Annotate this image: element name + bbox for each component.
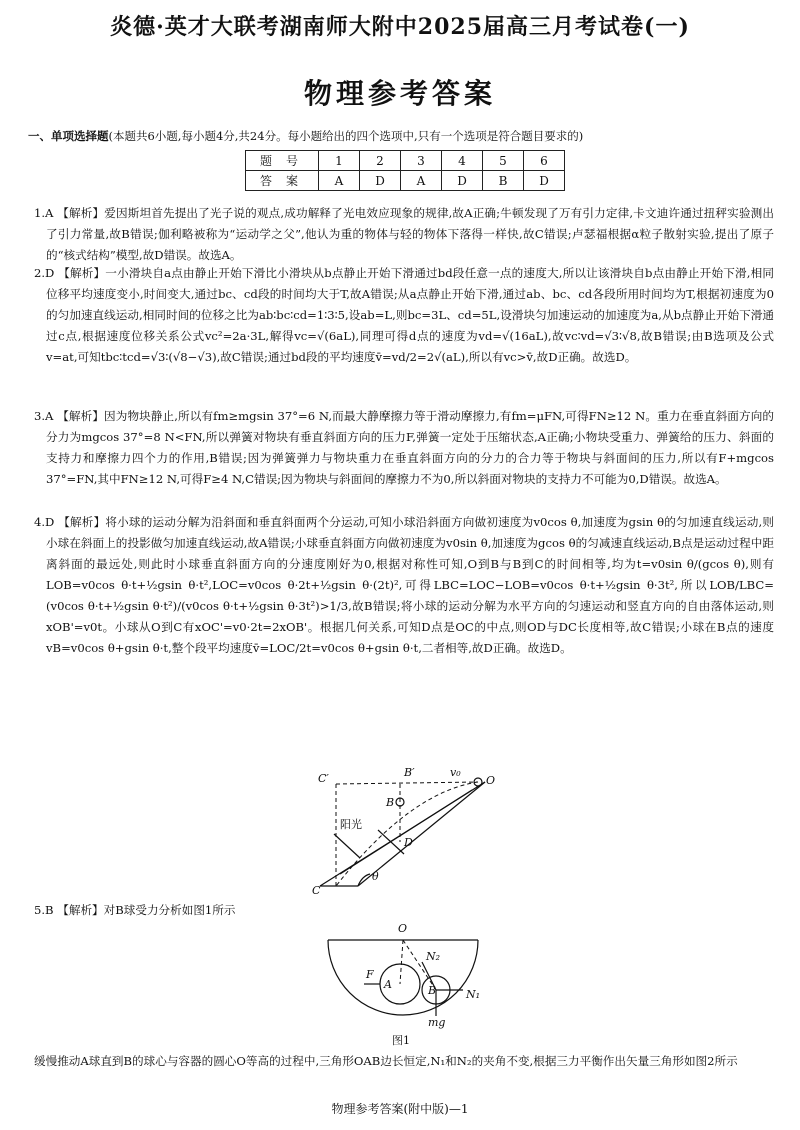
table-cell: 2 — [360, 151, 401, 171]
table-cell: 6 — [524, 151, 565, 171]
table-cell: D — [360, 171, 401, 191]
label-o: O — [486, 774, 496, 787]
label-theta: θ — [372, 870, 379, 883]
table-cell: D — [524, 171, 565, 191]
table-header-answer: 答案 — [246, 171, 319, 191]
page-footer: 物理参考答案(附中版)—1 — [331, 1102, 469, 1116]
table-cell: 1 — [319, 151, 360, 171]
label-v0: v₀ — [450, 766, 461, 779]
label-b: B — [386, 796, 395, 809]
label-c: C — [312, 884, 321, 897]
label-f: F — [366, 968, 374, 981]
label-c-prime: C′ — [318, 772, 329, 785]
section-heading — [28, 128, 583, 144]
label-b-prime: B′ — [404, 766, 415, 779]
answer-table-row-numbers — [246, 151, 565, 171]
page-title: 物理参考答案 — [303, 77, 496, 110]
solution-q4: 4.D 【解析】将小球的运动分解为沿斜面和垂直斜面两个分运动,可知小球沿斜面方向做初速度为v0cos θ,加速度为gsin θ的匀加速直线运动,则小球在斜面上的投影做匀加速直线运动,故A错误;小球垂直斜面方向做初速度为v0sin θ,加速度为gcos θ的匀减速直线运动,B点是运动过程中距离斜面的最远处,则此时小球垂直斜面方向的分速度刚好为0,根据对称性可知,O到B与B到C的时间相等,均为t=v0sin θ/(gcos θ),则有LOB=v0cos θ·t+½gsin θ·t²,LOC=v0cos θ·2t+½gsin θ·(2t)²,可得LBC=LOC−LOB=v0cos θ·t+½gsin θ·3t²,所以LOB/LBC=(v0cos θ·t+½gsin θ·t²)/(v0cos θ·t+½gsin θ·3t²)>1/3,故B错误;将小球的运动分解为水平方向的匀速运动和竖直方向的自由落体运动,则xOB'=v0t。小球从O到C有xOC'=v0·2t=2xOB'。根据几何关系,可知D点是OC的中点,则OD与DC长度相等,故C错误;小球在B点的速度vB=v0cos θ+gsin θ·t,整个段平均速度v̄=LOC/2t=v0cos θ+gsin θ·t,二者相等,故D正确。故选D。 — [34, 515, 774, 655]
label-n2: N₂ — [426, 950, 441, 963]
label-b: B — [428, 984, 437, 997]
table-cell: 4 — [442, 151, 483, 171]
label-d: D — [404, 836, 413, 849]
exam-header: 炎德·英才大联考湖南师大附中2025届高三月考试卷(一) — [110, 14, 690, 40]
table-cell: A — [319, 171, 360, 191]
solution-q1: 1.A 【解析】爱因斯坦首先提出了光子说的观点,成功解释了光电效应现象的规律,故A正确;牛顿发现了万有引力定律,卡文迪许通过扭秤实验测出了引力常量,故B错误;伽利略被称为“运动学之父”,他认为重的物体与轻的物体下落得一样快,故C错误;卢瑟福根据α粒子散射实验,提出了原子的“核式结构”模型,故D错误。故选A。 — [34, 206, 774, 262]
section-label: 一、单项选择题 — [28, 129, 109, 143]
label-mg: mg — [428, 1016, 446, 1029]
label-o: O — [398, 922, 408, 935]
label-n1: N₁ — [466, 988, 481, 1001]
table-cell: 5 — [483, 151, 524, 171]
section-note: (本题共6小题,每小题4分,共24分。每小题给出的四个选项中,只有一个选项是符合题目要求的) — [108, 129, 584, 143]
figure-caption: 图1 — [392, 1034, 410, 1047]
table-header-number: 题号 — [246, 151, 319, 171]
answer-table-row-answers — [246, 171, 565, 191]
table-cell: B — [483, 171, 524, 191]
sphere-container-figure — [318, 920, 488, 1030]
table-cell: A — [401, 171, 442, 191]
table-cell: 3 — [401, 151, 442, 171]
answer-table — [245, 150, 565, 191]
projectile-slope-figure — [300, 762, 500, 897]
solution-q3: 3.A 【解析】因为物块静止,所以有fm≥mgsin 37°=6 N,而最大静摩擦力等于滑动摩擦力,有fm=μFN,可得FN≥12 N。重力在垂直斜面方向的分力为mgcos 37°=8 N<FN,所以弹簧对物块有垂直斜面方向的压力F,弹簧一定处于压缩状态,A正确;小物块受重力、弹簧给的压力、斜面的支持力和摩擦力四个力的作用,B错误;因为弹簧弹力与物块重力在垂直斜面方向的分力的合力等于物块与斜面间的压力,所以有F+mgcos 37°=FN,其中FN≥12 N,可得F≥4 N,C错误;因为物块与斜面间的摩擦力不为0,所以斜面对物块的支持力不可能为0,D错误。故选A。 — [34, 409, 774, 486]
label-sunlight: 阳光 — [340, 818, 362, 831]
label-a: A — [384, 978, 392, 991]
solution-q5-continued: 缓慢推动A球直到B的球心与容器的圆心O等高的过程中,三角形OAB边长恒定,N₁和N₂的夹角不变,根据三力平衡作出矢量三角形如图2所示 — [34, 1054, 738, 1068]
table-cell: D — [442, 171, 483, 191]
solution-q5: 5.B 【解析】对B球受力分析如图1所示 — [34, 903, 236, 917]
solution-q2: 2.D 【解析】一小滑块自a点由静止开始下滑比小滑块从b点静止开始下滑通过bd段任意一点的速度大,所以让该滑块自b点由静止开始下滑,相同位移平均速度变小,时间变大,通过bc、cd段的时间均大于T,故A错误;从a点静止开始下滑,通过ab、bc、cd各段所用时间均为T,根据初速度为0的匀加速直线运动,相同时间的位移之比为ab∶bc∶cd=1∶3∶5,设ab=L,则bc=3L、cd=5L,设滑块匀加速运动的加速度为a,从b点静止开始下滑通过c点,根据速度位移关系公式vc²=2a·3L,解得vc=√(6aL),同理可得d点的速度为vd=√(16aL),故vc∶vd=√3∶√8,故B错误;由B选项及公式v=at,可知tbc∶tcd=√3∶(√8−√3),故C错误;通过bd段的平均速度v̄=vd/2=2√(aL),所以有vc>v̄,故D正确。故选D。 — [34, 266, 774, 364]
